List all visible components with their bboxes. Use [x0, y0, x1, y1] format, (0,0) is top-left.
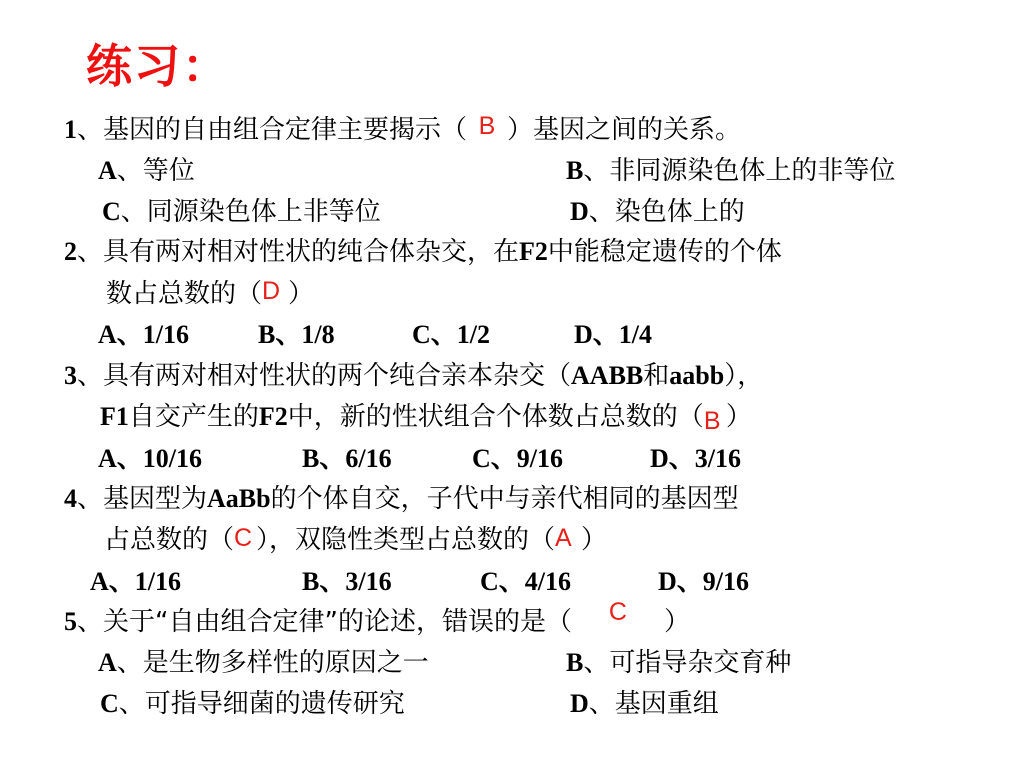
question-5-answer: C [608, 598, 627, 626]
question-2-option-b: B、1/8 [258, 320, 335, 349]
question-3-answer: B [703, 407, 721, 435]
question-3-option-d: D、3/16 [650, 444, 742, 473]
question-4-option-a: A、1/16 [90, 567, 182, 596]
slide-title: 练习： [86, 39, 230, 93]
question-4-stem-line2: 占总数的（C ），双隐性类型占总数的（A ） [104, 524, 608, 555]
question-1-number: 1 [64, 115, 77, 144]
question-2-option-d: D、1/4 [574, 320, 653, 349]
question-4-answer-1: C [234, 524, 253, 552]
question-1-option-c: C、同源染色体上非等位 [102, 197, 381, 227]
question-2-answer: D [262, 277, 281, 305]
question-3-stem-line2: F1自交产生的F2中，新的性状组合个体数占总数的（B ） [100, 402, 752, 435]
question-2-stem-line1: 2、具有两对相对性状的纯合体杂交，在F2中能稳定遗传的个体 [64, 237, 782, 267]
question-1-option-d: D、染色体上的 [570, 197, 745, 227]
question-2-option-a: A、1/16 [98, 320, 190, 349]
question-3-number: 3 [64, 361, 77, 390]
question-4-number: 4 [64, 484, 77, 513]
question-1-answer: B [478, 112, 496, 140]
question-1-option-a: A、等位 [98, 156, 195, 186]
question-4-option-b: B、3/16 [302, 567, 392, 596]
question-4-option-c: C、4/16 [480, 567, 572, 596]
question-1-option-b: B、非同源染色体上的非等位 [566, 156, 896, 186]
question-4-stem-line1: 4、基因型为AaBb的个体自交，子代中与亲代相同的基因型 [64, 484, 739, 514]
question-5-number: 5 [64, 607, 77, 636]
question-5-option-a: A、是生物多样性的原因之一 [98, 648, 429, 678]
question-3-option-b: B、6/16 [302, 444, 392, 473]
question-3-option-c: C、9/16 [472, 444, 564, 473]
question-4-option-d: D、9/16 [658, 567, 750, 596]
question-3-option-a: A、10/16 [98, 444, 203, 473]
question-5-stem: 5、关于“自由组合定律”的论述，错误的是（ C ） [64, 598, 690, 637]
question-4-answer-2: A [555, 524, 572, 552]
question-2-option-c: C、1/2 [412, 320, 491, 349]
question-1-stem: 1、基因的自由组合定律主要揭示（ B ）基因之间的关系。 [64, 112, 742, 145]
question-5-option-d: D、基因重组 [570, 689, 719, 719]
question-2-number: 2 [64, 237, 77, 266]
question-2-stem-line2: 数占总数的（D ） [106, 277, 315, 309]
question-5-option-c: C、可指导细菌的遗传研究 [100, 689, 405, 719]
question-3-stem-line1: 3、具有两对相对性状的两个纯合亲本杂交（AABB和aabb）， [64, 361, 764, 391]
question-5-option-b: B、可指导杂交育种 [566, 648, 792, 678]
